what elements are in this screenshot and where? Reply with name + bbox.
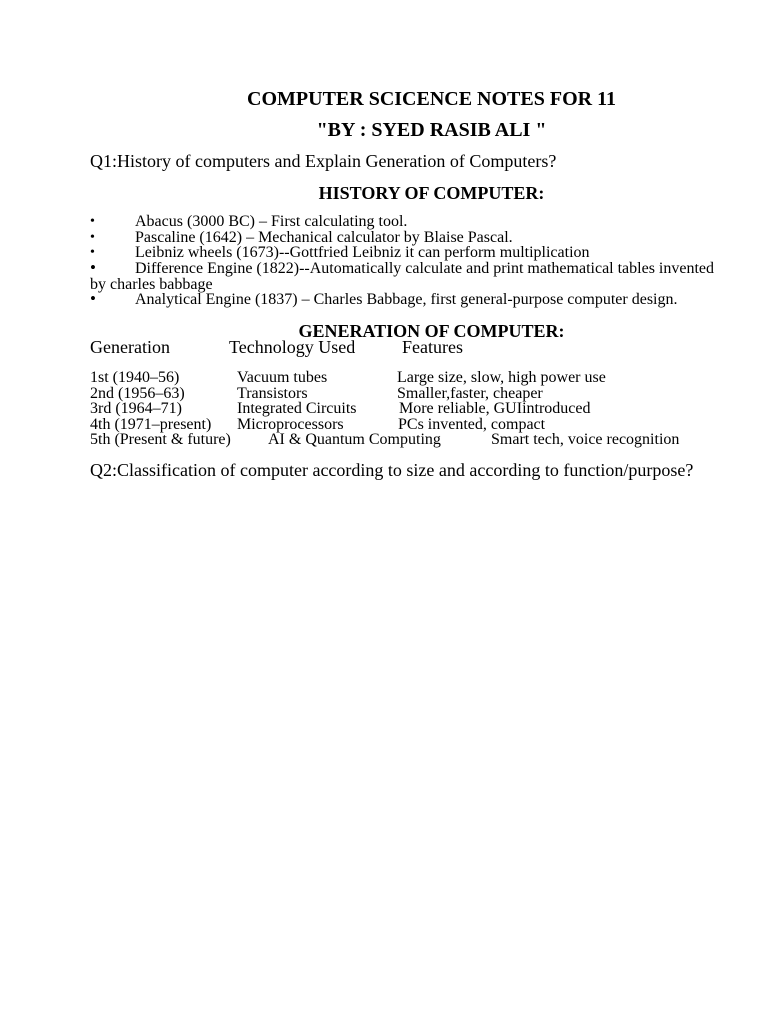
bullet-icon: •: [90, 214, 95, 229]
list-item-text: Analytical Engine (1837) – Charles Babbage, first general-purpose computer design.: [135, 291, 678, 308]
question-2: Q2:Classification of computer according to size and according to function/purpose?: [90, 460, 694, 480]
document-author: "BY : SYED RASIB ALI ": [316, 119, 547, 141]
cell-features: PCs invented, compact: [398, 416, 546, 433]
list-item-text: Abacus (3000 BC) – First calculating tool.: [135, 213, 408, 230]
list-item-text: Difference Engine (1822)--Automatically calculate and print mathematical tables invented: [135, 261, 715, 277]
list-item-text: Pascaline (1642) – Mechanical calculator by Blaise Pascal.: [135, 229, 513, 246]
cell-generation: 3rd (1964–71): [90, 400, 182, 417]
list-item-continuation: by charles babbage: [90, 276, 213, 293]
history-heading: HISTORY OF COMPUTER:: [318, 183, 545, 203]
cell-technology: Microprocessors: [237, 416, 344, 433]
column-header-features: Features: [402, 337, 463, 357]
cell-features: Smart tech, voice recognition: [491, 431, 680, 448]
list-item: [0, 289, 768, 308]
bullet-icon: •: [90, 261, 96, 277]
cell-generation: 5th (Present & future): [90, 431, 231, 448]
list-item-text: Leibniz wheels (1673)--Gottfried Leibniz it can perform multiplication: [135, 244, 590, 261]
cell-generation: 4th (1971–present): [90, 416, 212, 433]
column-header-generation: Generation: [90, 337, 170, 357]
cell-generation: 2nd (1956–63): [90, 385, 185, 402]
cell-features: Large size, slow, high power use: [397, 369, 606, 386]
cell-technology: Transistors: [237, 385, 308, 402]
bullet-icon: •: [90, 230, 95, 245]
question-1: Q1:History of computers and Explain Generation of Computers?: [90, 151, 557, 171]
bullet-icon: •: [90, 289, 96, 308]
list-item: [0, 261, 768, 293]
list-item: [0, 214, 768, 230]
cell-technology: AI & Quantum Computing: [268, 431, 441, 448]
cell-features: Smaller,faster, cheaper: [397, 385, 543, 402]
column-header-technology: Technology Used: [229, 337, 356, 357]
bullet-icon: •: [90, 245, 95, 260]
cell-features: More reliable, GUIintroduced: [399, 400, 591, 417]
list-item: [0, 245, 768, 261]
cell-generation: 1st (1940–56): [90, 369, 180, 386]
generation-heading: GENERATION OF COMPUTER:: [298, 321, 565, 341]
cell-technology: Vacuum tubes: [237, 369, 328, 386]
cell-technology: Integrated Circuits: [237, 400, 357, 417]
document-title: COMPUTER SCICENCE NOTES FOR 11: [247, 88, 616, 110]
